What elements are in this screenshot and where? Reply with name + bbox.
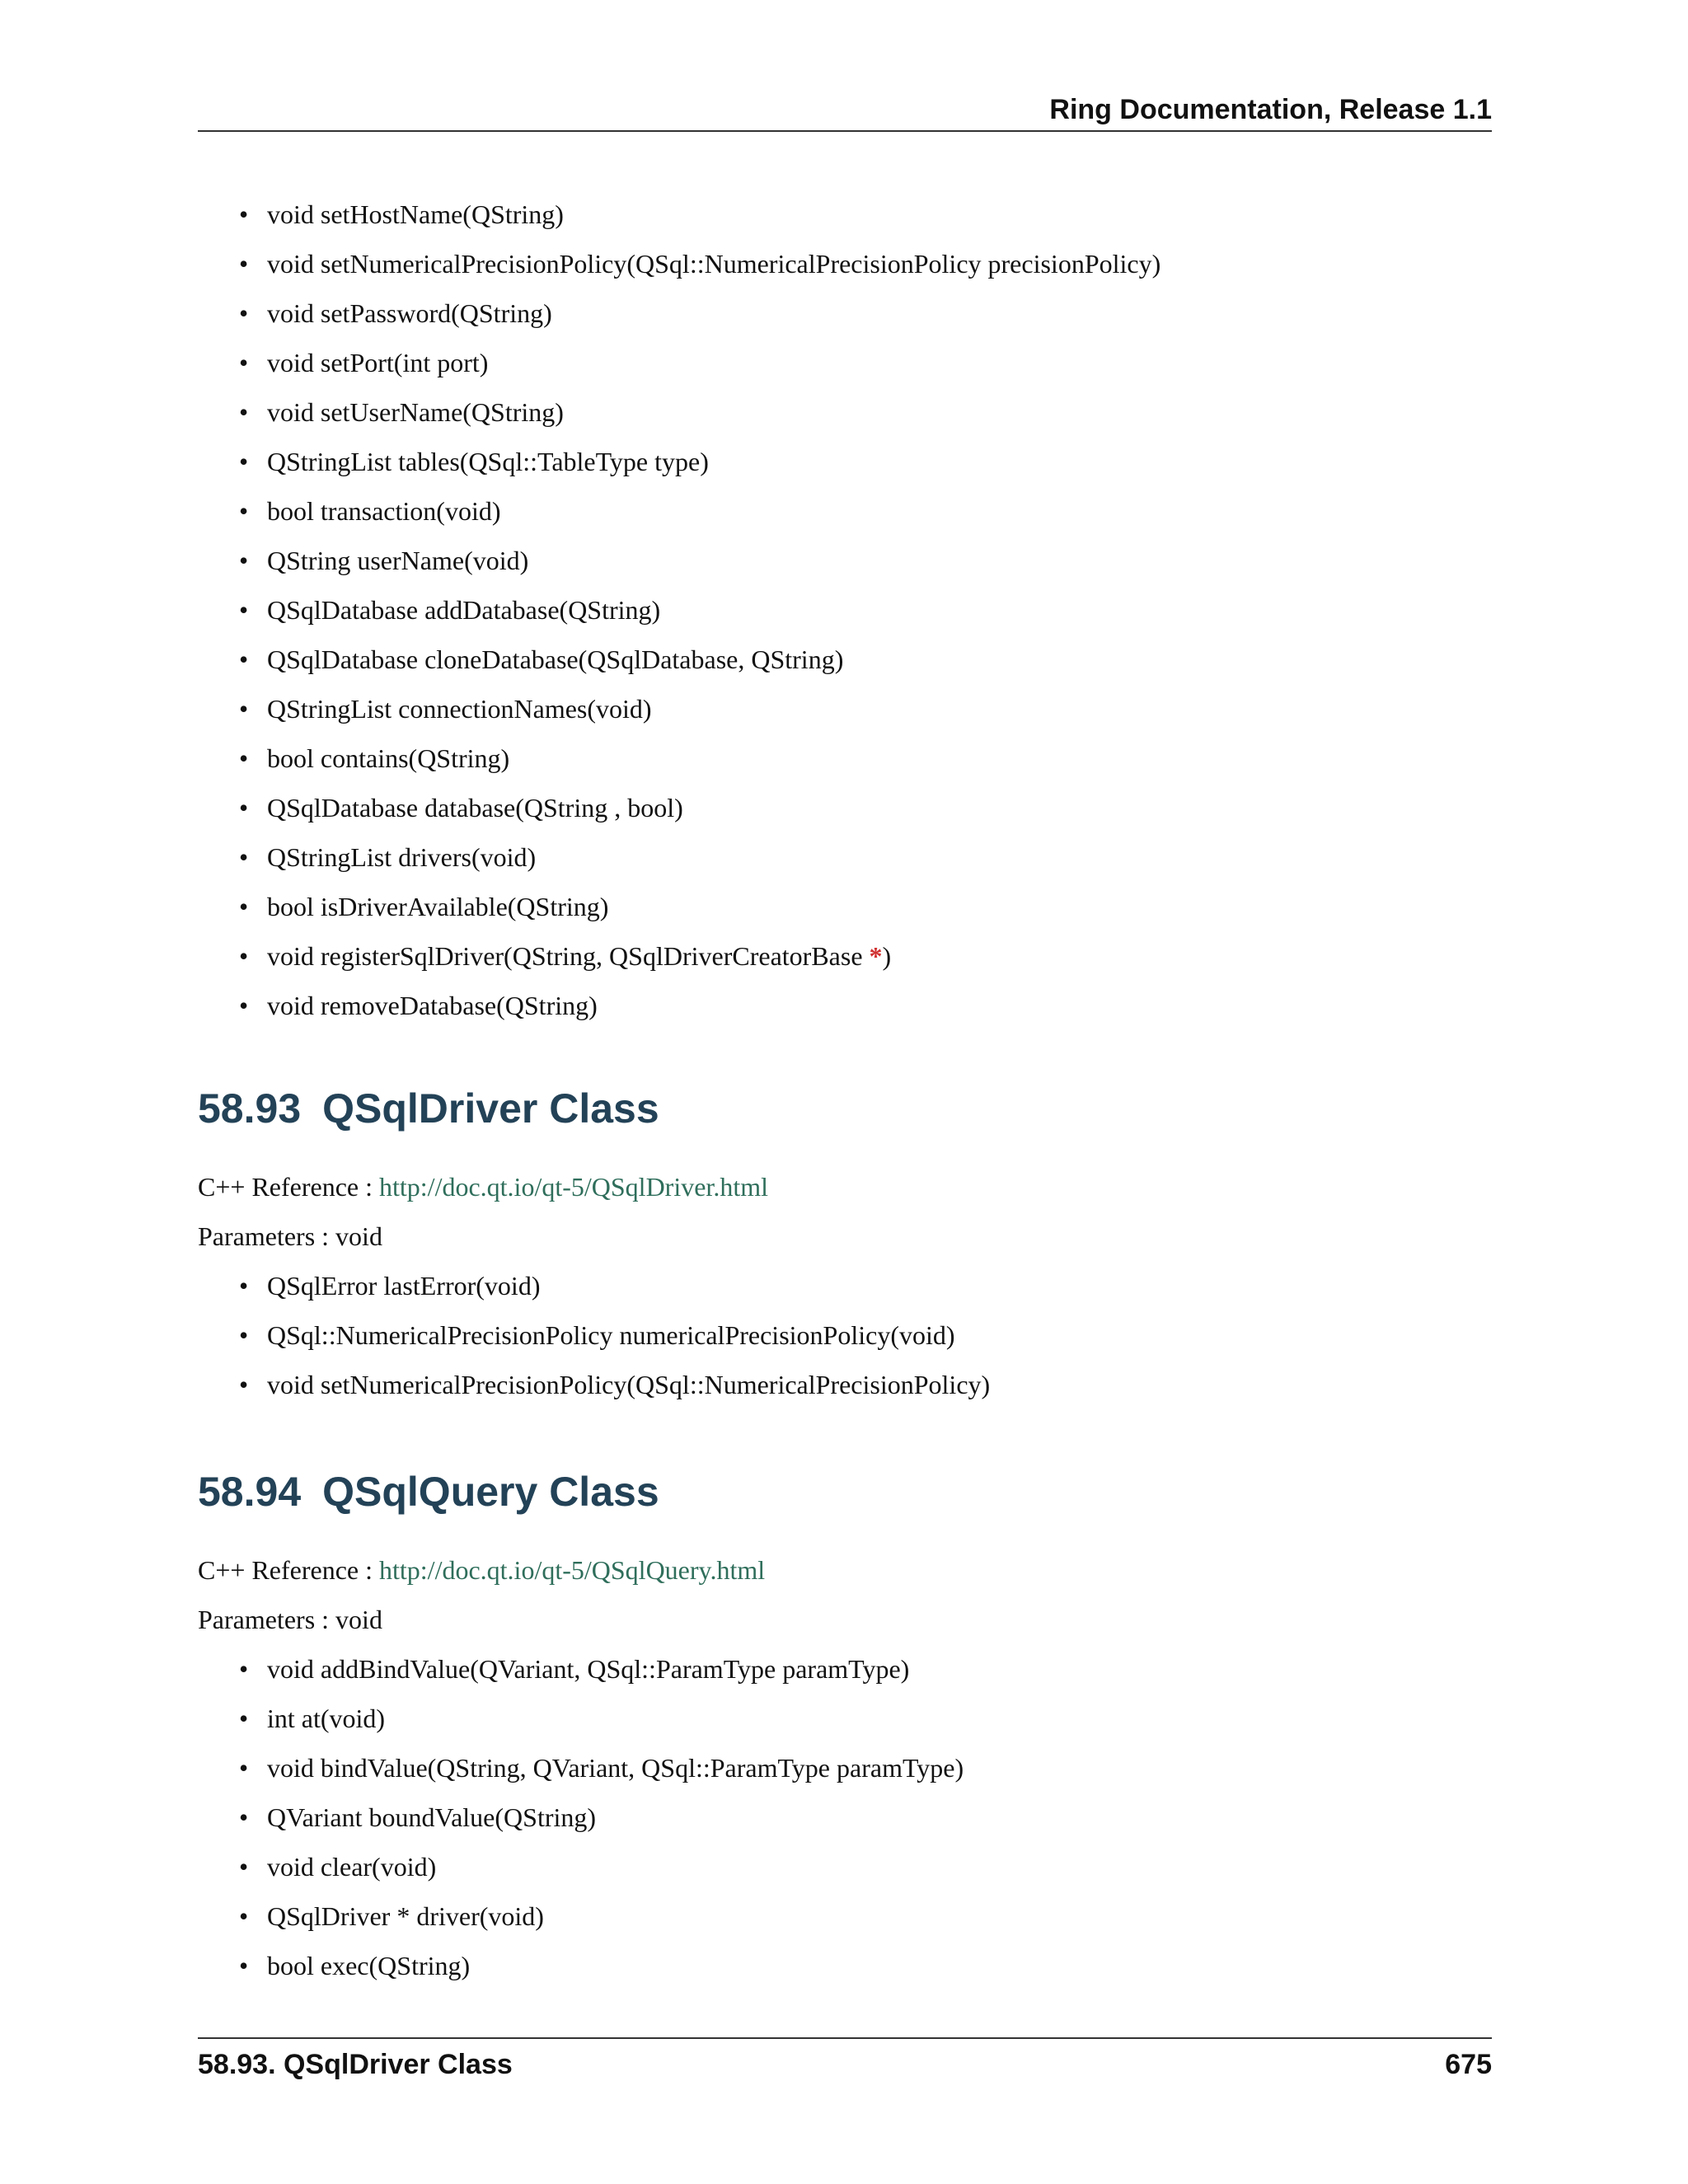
document-title: Ring Documentation, Release 1.1 (1049, 94, 1492, 125)
list-item: • bool contains(QString) (198, 733, 1688, 783)
list-item: • QStringList drivers(void) (198, 832, 1688, 882)
list-item: • bool exec(QString) (198, 1941, 1688, 1990)
list-item: • void bindValue(QString, QVariant, QSql::ParamType paramType) (198, 1743, 1688, 1793)
method-list-qsqldriver (0, 1261, 1688, 1409)
list-item: • QString userName(void) (198, 536, 1688, 585)
list-item-text: void registerSqlDriver(QString, QSqlDriverCreatorBase (267, 941, 870, 971)
list-item: • QSqlError lastError(void) (198, 1261, 1688, 1310)
page-footer (198, 2037, 1492, 2080)
reference-label: C++ Reference : (198, 1555, 379, 1585)
list-item: • void setHostName(QString) (198, 190, 1688, 239)
section-title: QSqlDriver Class (322, 1085, 659, 1132)
list-item: • void setUserName(QString) (198, 387, 1688, 437)
closing-paren: ) (882, 941, 892, 971)
list-item: • void setPassword(QString) (198, 288, 1688, 338)
method-list-top (0, 190, 1688, 1030)
list-item: • QVariant boundValue(QString) (198, 1793, 1688, 1842)
reference-label: C++ Reference : (198, 1172, 379, 1202)
section-heading-qsqldriver (198, 1080, 659, 1137)
cpp-reference (198, 1545, 765, 1595)
list-item: • bool isDriverAvailable(QString) (198, 882, 1688, 931)
list-item: • void addBindValue(QVariant, QSql::ParamType paramType) (198, 1644, 1688, 1694)
reference-link[interactable]: http://doc.qt.io/qt-5/QSqlQuery.html (379, 1555, 766, 1585)
method-list-qsqlquery (0, 1644, 1688, 1990)
cpp-reference (198, 1162, 768, 1212)
footer-section: 58.93. QSqlDriver Class (198, 2049, 513, 2080)
list-item: • void removeDatabase(QString) (198, 981, 1688, 1030)
list-item-register-sql-driver (198, 931, 1688, 981)
list-item: • QStringList tables(QSql::TableType type) (198, 437, 1688, 486)
list-item: • void setNumericalPrecisionPolicy(QSql::NumericalPrecisionPolicy precisionPolicy) (198, 239, 1688, 288)
section-number: 58.93 (198, 1085, 302, 1132)
page-header (198, 89, 1492, 132)
list-item: • QSql::NumericalPrecisionPolicy numericalPrecisionPolicy(void) (198, 1310, 1688, 1360)
list-item: • void setNumericalPrecisionPolicy(QSql::NumericalPrecisionPolicy) (198, 1360, 1688, 1409)
section-heading-qsqlquery (198, 1463, 659, 1521)
list-item: • void setPort(int port) (198, 338, 1688, 387)
list-item: • bool transaction(void) (198, 486, 1688, 536)
pointer-star: * (869, 941, 883, 971)
list-item: • QStringList connectionNames(void) (198, 684, 1688, 733)
section-title: QSqlQuery Class (322, 1469, 659, 1515)
section-number: 58.94 (198, 1469, 302, 1515)
list-item: • QSqlDatabase database(QString , bool) (198, 783, 1688, 832)
list-item: • QSqlDatabase addDatabase(QString) (198, 585, 1688, 635)
parameters-text: Parameters : void (198, 1605, 382, 1634)
page-number: 675 (1445, 2049, 1492, 2080)
list-item: • void clear(void) (198, 1842, 1688, 1891)
parameters-text: Parameters : void (198, 1221, 382, 1251)
list-item: • QSqlDatabase cloneDatabase(QSqlDatabase, QString) (198, 635, 1688, 684)
list-item: • QSqlDriver * driver(void) (198, 1891, 1688, 1941)
reference-link[interactable]: http://doc.qt.io/qt-5/QSqlDriver.html (379, 1172, 768, 1202)
list-item: • int at(void) (198, 1694, 1688, 1743)
